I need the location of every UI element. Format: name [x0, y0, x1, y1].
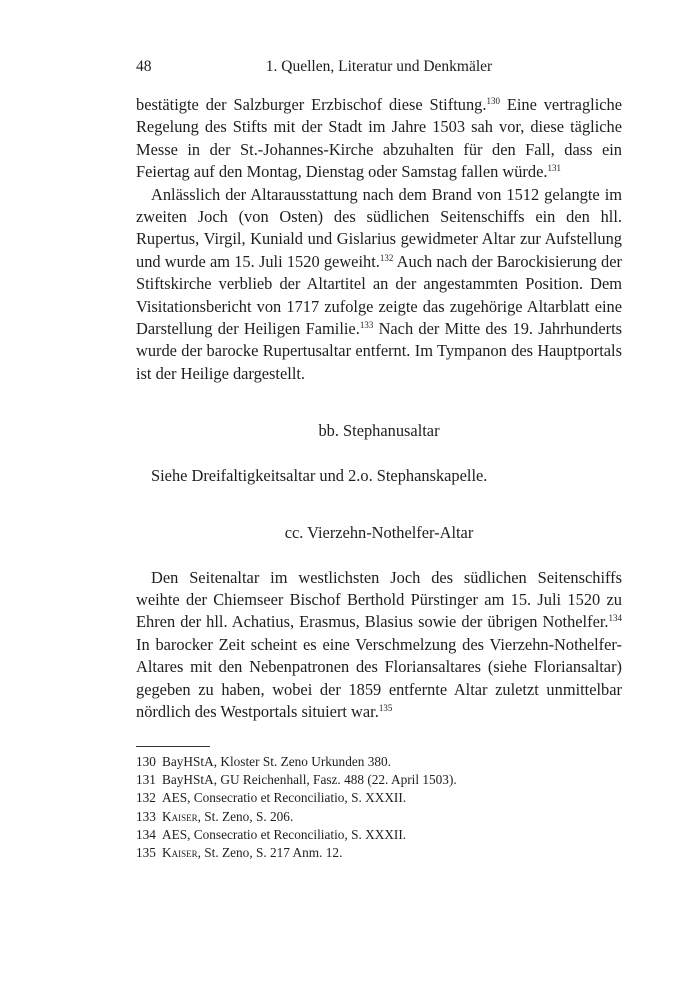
- text-run: In barocker Zeit scheint es eine Verschmelzung des Vierzehn-Nothelfer-Altares mit den Nebenpatronen des Floriansaltares (siehe Floriansaltar) gegeben zu haben, wobei der 1859 entfernte Altar zuletzt unmittelbar nördlich des Westportals situiert war.: [136, 634, 622, 721]
- footnote: [136, 808, 622, 826]
- paragraph-rupertusaltar: [136, 184, 622, 386]
- footnote-separator: [136, 746, 210, 747]
- page-header: [136, 58, 622, 80]
- footnote-author: Kaiser: [162, 808, 198, 824]
- footnote-text: , St. Zeno, S. 206.: [197, 808, 294, 824]
- footnote-number: 135: [136, 845, 156, 861]
- footnote-number: 130: [136, 754, 156, 769]
- footnote-ref[interactable]: 132: [379, 252, 394, 263]
- footnote-ref[interactable]: 135: [378, 702, 393, 713]
- footnote-number: 134: [136, 826, 156, 842]
- footnote-number: 133: [136, 808, 156, 824]
- section-heading-stephanusaltar: bb. Stephanusaltar: [318, 421, 440, 441]
- footnote: [136, 789, 622, 807]
- text-run: bestätigte der Salzburger Erzbischof diese Stiftung.: [136, 95, 487, 114]
- text-run: Nach der Mitte des 19. Jahrhunderts wurde der barocke Rupertusaltar entfernt. Im Tympanon des Hauptportals ist der Heilige dargestellt.: [136, 319, 622, 383]
- footnote-ref[interactable]: 133: [359, 320, 374, 331]
- paragraph-stiftung: [136, 94, 622, 184]
- footnote: [136, 753, 622, 771]
- footnote-text: BayHStA, Kloster St. Zeno Urkunden 380.: [162, 754, 391, 769]
- text-run: Den Seitenaltar im westlichsten Joch des südlichen Seitenschiffs weihte der Chiemseer Bischof Berthold Pürstinger am 15. Juli 1520 zu Ehren der hll. Achatius, Erasmus, Blasius sowie der übrigen Nothelfer.: [136, 567, 622, 632]
- footnote-author: Kaiser: [162, 845, 198, 861]
- section-heading-nothelfer-altar: cc. Vierzehn-Nothelfer-Altar: [284, 523, 474, 543]
- footnote: [136, 771, 622, 789]
- footnote-text: , St. Zeno, S. 217 Anm. 12.: [197, 845, 343, 861]
- footnote-text: AES, Consecratio et Reconciliatio, S. XXXII.: [162, 790, 407, 806]
- page-number: 48: [136, 58, 152, 75]
- footnote-ref[interactable]: 131: [547, 163, 561, 174]
- paragraph-stephanusaltar: Siehe Dreifaltigkeitsaltar und 2.o. Stephanskapelle.: [151, 465, 488, 485]
- footnote-number: 131: [136, 772, 156, 788]
- footnote-number: 132: [136, 790, 156, 806]
- footnote-ref[interactable]: 130: [486, 96, 500, 106]
- footnote: [136, 844, 622, 862]
- footnote-ref[interactable]: 134: [608, 613, 622, 624]
- footnote-text: AES, Consecratio et Reconciliatio, S. XXXII.: [162, 826, 407, 842]
- running-head: 1. Quellen, Literatur und Denkmäler: [265, 58, 493, 75]
- main-text: [136, 94, 622, 723]
- footnotes: [136, 753, 622, 862]
- text-run: Anlässlich der Altarausstattung nach dem Brand von 1512 gelangte im zweiten Joch (von Osten) des südlichen Seitenschiffs ein den hll. Rupertus, Virgil, Kuniald und Gislarius gewidmeter Altar zur Aufstellung und wurde am 15. Juli 1520 geweiht.: [136, 184, 622, 271]
- paragraph-nothelfer-altar: [136, 567, 622, 724]
- footnote: [136, 826, 622, 844]
- text-run: Eine vertragliche Regelung des Stifts mit der Stadt im Jahre 1503 sah vor, diese tägliche Messe in der St.-Johannes-Kirche abzuhalten für den Fall, dass ein Feiertag auf den Montag, Dienstag oder Samstag fallen würde.: [136, 95, 622, 182]
- text-run: Auch nach der Barockisierung der Stiftskirche verblieb der Altartitel an der angestammten Position. Dem Visitationsbericht von 1717 zufolge zeigte das zugehörige Altarblatt eine Darstellung der Heiligen Familie.: [136, 251, 622, 339]
- footnote-text: BayHStA, GU Reichenhall, Fasz. 488 (22. April 1503).: [162, 772, 457, 788]
